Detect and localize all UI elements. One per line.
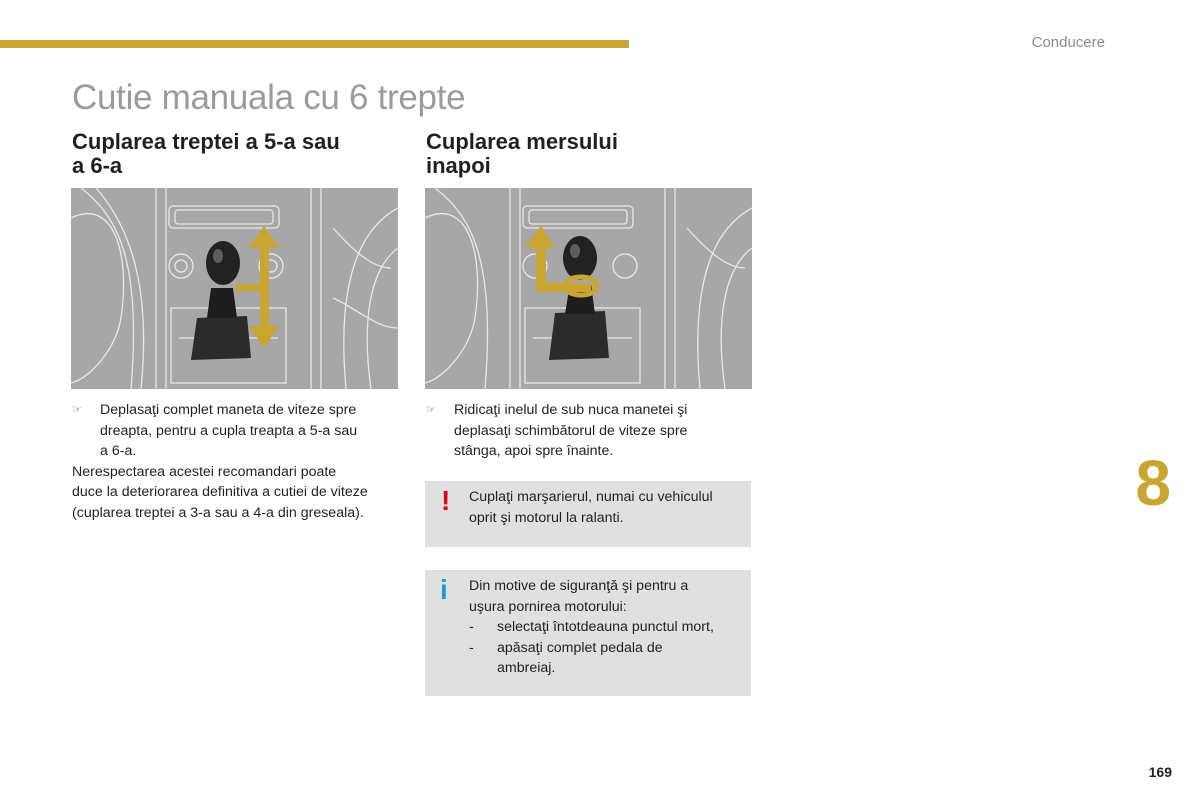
warning-text (469, 487, 744, 528)
info-icon: i (440, 574, 448, 605)
info-line2: uşura pornirea motorului: (469, 598, 627, 615)
reverse-gear-illustration (425, 188, 752, 389)
left-instructions (72, 400, 402, 523)
section-label: Conducere (1031, 34, 1105, 51)
right-bullet (426, 400, 746, 462)
left-bullet-text (100, 400, 402, 462)
info-list-item (469, 617, 744, 638)
gear-shift-5-6-illustration (71, 188, 398, 389)
warning-line1: Cuplaţi marşarierul, numai cu vehiculul (469, 489, 713, 505)
info-item2-line1: apăsaţi complet pedala de (497, 639, 663, 656)
left-heading-line2: a 6-a (72, 153, 123, 178)
left-heading-line1: Cuplarea treptei a 5-a sau (72, 129, 340, 154)
right-instructions (426, 400, 746, 462)
info-box (425, 570, 751, 696)
right-bullet-line3: stânga, apoi spre înainte. (454, 443, 614, 459)
left-note (72, 462, 402, 524)
header-accent-bar (0, 40, 629, 48)
left-note-line3: (cuplarea treptei a 3-a sau a 4-a din greseala). (72, 504, 364, 521)
dash-2: - (469, 639, 474, 656)
left-note-line2: duce la deteriorarea definitiva a cutiei de viteze (72, 484, 368, 500)
right-bullet-line1: Ridicaţi inelul de sub nuca manetei şi (454, 402, 688, 418)
hand-pointer-icon: ☞ (72, 404, 82, 416)
left-bullet-line2: dreapta, pentru a cupla treapta a 5-a sau (100, 422, 358, 439)
warning-line2: oprit şi motorul la ralanti. (469, 509, 624, 526)
info-item2-line2: ambreiaj. (497, 660, 556, 676)
info-item1-text: selectaţi întotdeauna punctul mort, (497, 619, 714, 635)
info-line1: Din motive de siguranţă şi pentru a (469, 578, 689, 594)
left-bullet (72, 400, 402, 462)
dash-1: - (469, 619, 474, 635)
hand-pointer-icon: ☞ (426, 404, 436, 416)
right-bullet-text (454, 400, 746, 462)
left-note-line1: Nerespectarea acestei recomandari poate (72, 463, 337, 480)
info-list-item (469, 638, 744, 679)
right-bullet-line2: deplasaţi schimbătorul de viteze spre (454, 422, 688, 439)
left-bullet-line3: a 6-a. (100, 443, 137, 459)
left-heading (72, 130, 392, 178)
info-text (469, 576, 744, 679)
warning-box (425, 481, 751, 547)
page-number: 169 (1148, 764, 1172, 780)
right-heading-line1: Cuplarea mersului (426, 129, 618, 154)
left-bullet-line1: Deplasaţi complet maneta de viteze spre (100, 402, 357, 418)
chapter-number: 8 (1135, 447, 1171, 519)
warning-icon: ! (441, 485, 451, 516)
page-title: Cutie manuala cu 6 trepte (72, 78, 466, 117)
right-heading (426, 130, 746, 178)
right-heading-line2: inapoi (426, 153, 491, 178)
